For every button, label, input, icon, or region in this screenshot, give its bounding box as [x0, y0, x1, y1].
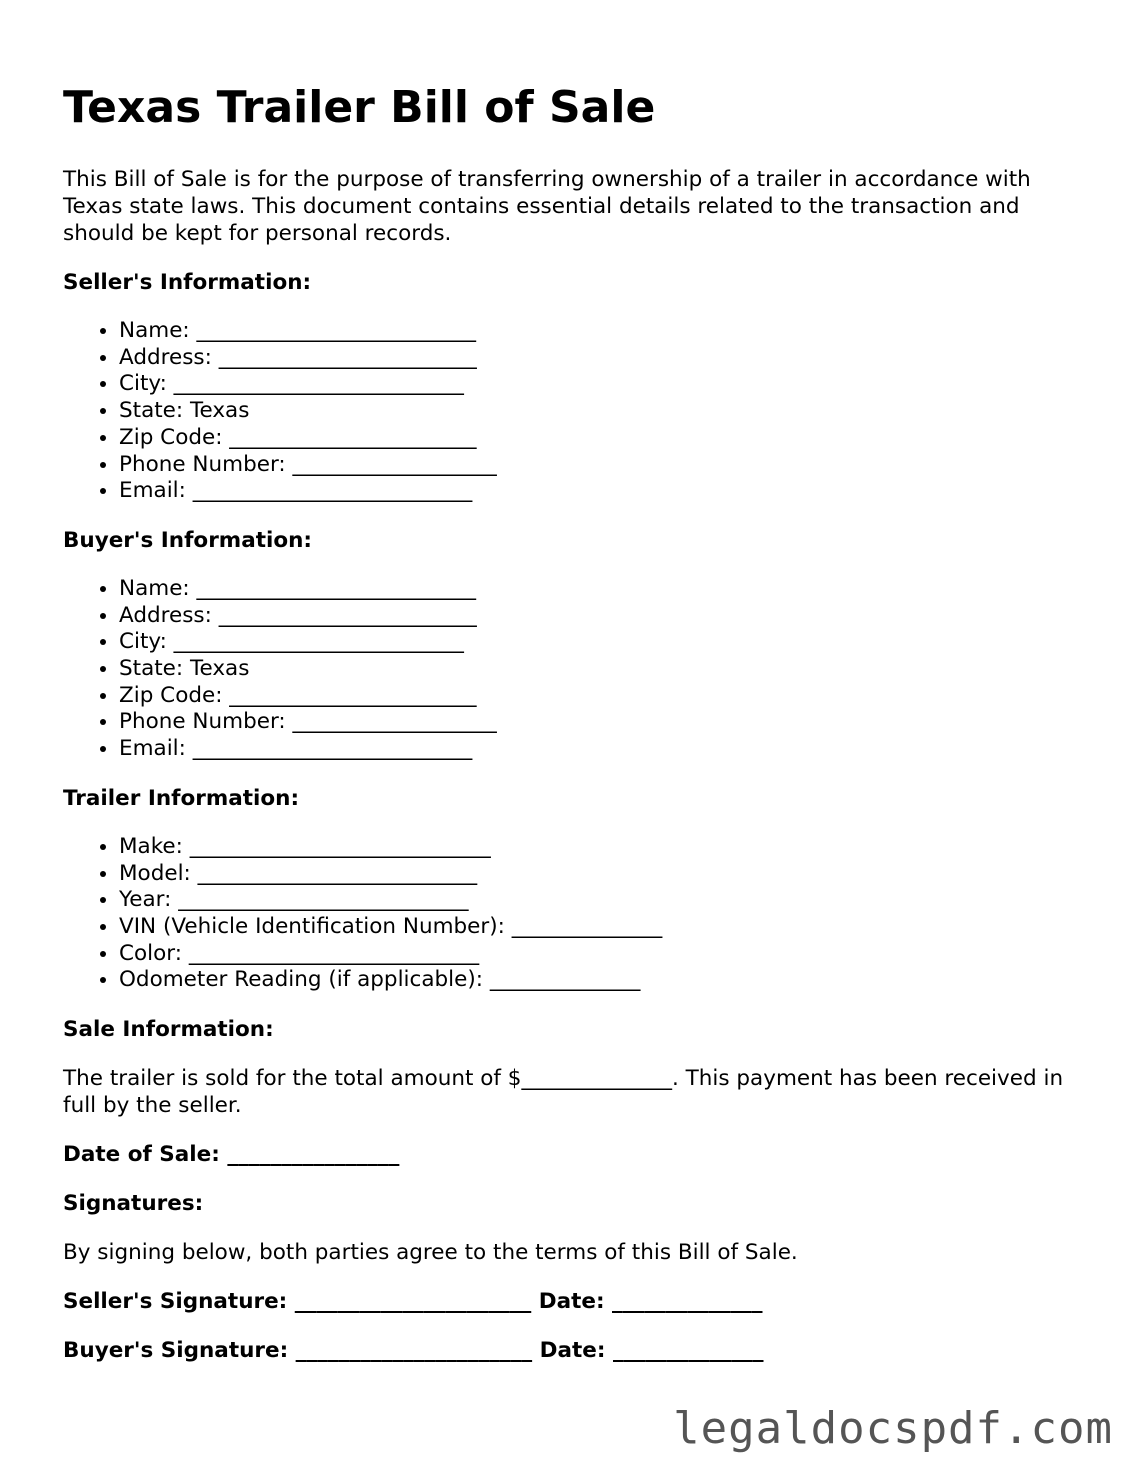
date-of-sale-line — [63, 1141, 1093, 1168]
buyer-heading: Buyer's Information: — [63, 527, 313, 553]
trailer-year-field: • Year: ___________________________ — [119, 887, 1093, 914]
seller-phone-field: • Phone Number: ___________________ — [119, 452, 1093, 479]
buyer-email-field: • Email: __________________________ — [119, 736, 1093, 763]
seller-city-field: • City: ___________________________ — [119, 371, 1093, 398]
buyer-zip-field: • Zip Code: _______________________ — [119, 683, 1093, 710]
buyer-state-field: • State: Texas — [119, 656, 1093, 683]
trailer-info-list — [63, 834, 1093, 994]
date-of-sale-blank: ________________ — [227, 1142, 400, 1168]
trailer-color-field: • Color: ___________________________ — [119, 941, 1093, 968]
document-title: Texas Trailer Bill of Sale — [63, 82, 656, 133]
buyer-info-list — [63, 576, 1093, 763]
seller-address-field: • Address: ________________________ — [119, 345, 1093, 372]
trailer-model-field: • Model: __________________________ — [119, 861, 1093, 888]
trailer-vin-field: • VIN (Vehicle Identification Number): ______________ — [119, 914, 1093, 941]
intro-paragraph: This Bill of Sale is for the purpose of transferring ownership of a trailer in accordance with Texas state laws. This document contains essential details related to the transaction and should be kept for personal records. — [63, 167, 1031, 246]
watermark: legaldocspdf.com — [673, 1403, 1113, 1454]
document-page — [63, 78, 1093, 1386]
seller-name-field: • Name: __________________________ — [119, 318, 1093, 345]
seller-zip-field: • Zip Code: _______________________ — [119, 425, 1093, 452]
signatures-agreement: By signing below, both parties agree to the terms of this Bill of Sale. — [63, 1240, 798, 1266]
trailer-heading: Trailer Information: — [63, 785, 300, 811]
sale-heading: Sale Information: — [63, 1017, 274, 1043]
signatures-heading: Signatures: — [63, 1191, 204, 1217]
buyer-signature-line: Buyer's Signature: ______________________ Date: ______________ — [63, 1338, 764, 1364]
buyer-name-field: • Name: __________________________ — [119, 576, 1093, 603]
seller-signature-line: Seller's Signature: ______________________ Date: ______________ — [63, 1289, 763, 1315]
buyer-address-field: • Address: ________________________ — [119, 603, 1093, 630]
seller-state-field: • State: Texas — [119, 398, 1093, 425]
buyer-city-field: • City: ___________________________ — [119, 629, 1093, 656]
seller-email-field: • Email: __________________________ — [119, 478, 1093, 505]
date-of-sale-label: Date of Sale: — [63, 1142, 220, 1168]
trailer-make-field: • Make: ____________________________ — [119, 834, 1093, 861]
buyer-phone-field: • Phone Number: ___________________ — [119, 709, 1093, 736]
seller-heading: Seller's Information: — [63, 270, 312, 295]
sale-paragraph: The trailer is sold for the total amount of $______________. This payment has been received in full by the seller. — [63, 1066, 1064, 1119]
trailer-odometer-field: • Odometer Reading (if applicable): ______________ — [119, 967, 1093, 994]
seller-info-list — [63, 318, 1093, 505]
